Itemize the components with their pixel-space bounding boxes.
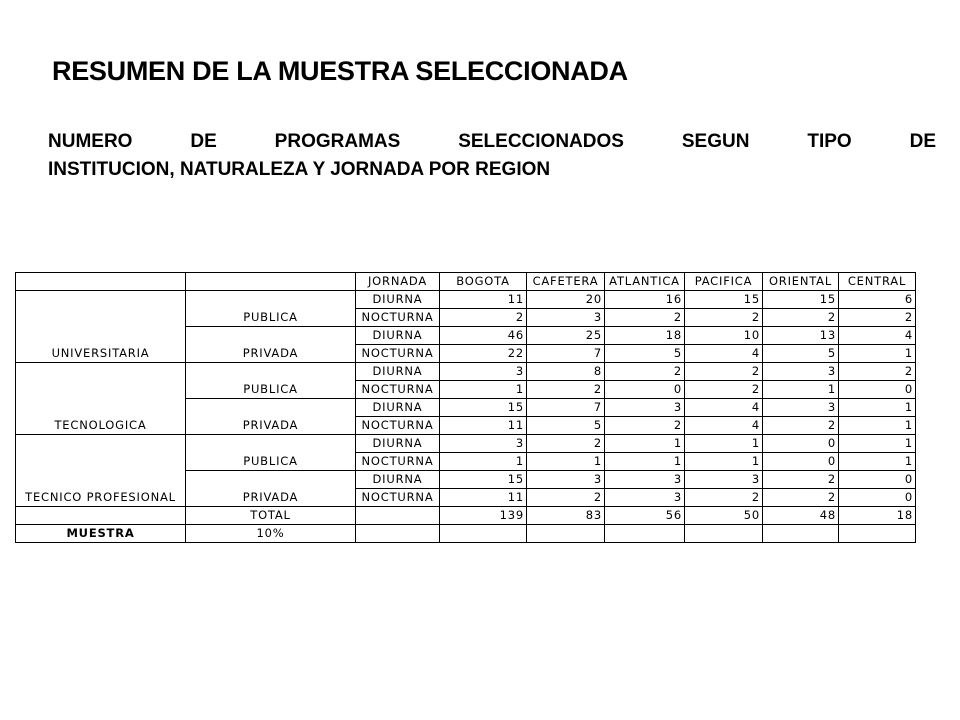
header-jornada: JORNADA <box>356 273 440 291</box>
subtitle-word: SEGUN <box>681 131 750 152</box>
jornada-cell: DIURNA <box>356 363 440 381</box>
value-cell: 7 <box>527 399 605 417</box>
value-cell: 1 <box>839 417 916 435</box>
total-label: TOTAL <box>186 507 356 525</box>
subtitle-line-1 <box>48 128 936 156</box>
value-cell: 7 <box>527 345 605 363</box>
value-cell: 10 <box>685 327 763 345</box>
value-cell: 22 <box>440 345 527 363</box>
value-cell: 1 <box>605 453 685 471</box>
value-cell: 2 <box>839 309 916 327</box>
empty-cell <box>16 507 186 525</box>
value-cell: 1 <box>839 453 916 471</box>
value-cell: 4 <box>839 327 916 345</box>
value-cell: 3 <box>527 471 605 489</box>
subtitle-word: DE <box>909 131 936 152</box>
value-cell: 1 <box>685 453 763 471</box>
header-region: BOGOTA <box>440 273 527 291</box>
institution-cell: TECNOLOGICA <box>16 363 186 435</box>
naturaleza-cell: PRIVADA <box>186 327 356 363</box>
table-row <box>16 291 916 309</box>
value-cell: 46 <box>440 327 527 345</box>
jornada-cell: NOCTURNA <box>356 453 440 471</box>
total-value: 56 <box>605 507 685 525</box>
header-region: CAFETERA <box>527 273 605 291</box>
muestra-value: 10% <box>186 525 356 543</box>
total-value: 50 <box>685 507 763 525</box>
naturaleza-cell: PRIVADA <box>186 471 356 507</box>
value-cell: 11 <box>440 417 527 435</box>
total-value: 18 <box>839 507 916 525</box>
header-region: ORIENTAL <box>763 273 839 291</box>
summary-table <box>15 272 916 543</box>
value-cell: 15 <box>440 471 527 489</box>
value-cell: 2 <box>763 309 839 327</box>
value-cell: 2 <box>763 489 839 507</box>
value-cell: 1 <box>440 381 527 399</box>
jornada-cell: NOCTURNA <box>356 417 440 435</box>
value-cell: 2 <box>527 381 605 399</box>
table-body <box>16 273 916 543</box>
value-cell: 2 <box>605 417 685 435</box>
jornada-cell: DIURNA <box>356 327 440 345</box>
naturaleza-cell: PUBLICA <box>186 435 356 471</box>
value-cell: 2 <box>605 309 685 327</box>
header-region: CENTRAL <box>839 273 916 291</box>
value-cell: 1 <box>527 453 605 471</box>
jornada-cell: DIURNA <box>356 291 440 309</box>
value-cell: 2 <box>763 471 839 489</box>
value-cell: 3 <box>527 309 605 327</box>
empty-cell <box>356 507 440 525</box>
value-cell: 1 <box>839 399 916 417</box>
naturaleza-cell: PUBLICA <box>186 363 356 399</box>
value-cell: 11 <box>440 291 527 309</box>
value-cell: 15 <box>763 291 839 309</box>
value-cell: 3 <box>605 471 685 489</box>
value-cell: 6 <box>839 291 916 309</box>
institution-cell: UNIVERSITARIA <box>16 291 186 363</box>
subtitle-word: SELECCIONADOS <box>458 131 624 152</box>
value-cell: 1 <box>839 435 916 453</box>
jornada-cell: DIURNA <box>356 471 440 489</box>
header-region: PACIFICA <box>685 273 763 291</box>
value-cell: 3 <box>440 435 527 453</box>
jornada-cell: NOCTURNA <box>356 489 440 507</box>
empty-cell <box>16 273 186 291</box>
value-cell: 25 <box>527 327 605 345</box>
value-cell: 2 <box>685 363 763 381</box>
empty-cell <box>440 525 527 543</box>
header-region: ATLANTICA <box>605 273 685 291</box>
value-cell: 2 <box>605 363 685 381</box>
value-cell: 4 <box>685 417 763 435</box>
value-cell: 2 <box>685 489 763 507</box>
value-cell: 1 <box>763 381 839 399</box>
subtitle-word: TIPO <box>807 131 852 152</box>
value-cell: 3 <box>605 489 685 507</box>
value-cell: 15 <box>685 291 763 309</box>
value-cell: 0 <box>839 381 916 399</box>
value-cell: 16 <box>605 291 685 309</box>
value-cell: 2 <box>685 381 763 399</box>
value-cell: 8 <box>527 363 605 381</box>
value-cell: 3 <box>763 363 839 381</box>
value-cell: 4 <box>685 345 763 363</box>
jornada-cell: NOCTURNA <box>356 309 440 327</box>
naturaleza-cell: PRIVADA <box>186 399 356 435</box>
muestra-label: MUESTRA <box>16 525 186 543</box>
empty-cell <box>685 525 763 543</box>
value-cell: 15 <box>440 399 527 417</box>
institution-cell: TECNICO PROFESIONAL <box>16 435 186 507</box>
table-row <box>16 363 916 381</box>
value-cell: 3 <box>763 399 839 417</box>
jornada-cell: NOCTURNA <box>356 345 440 363</box>
value-cell: 0 <box>763 435 839 453</box>
total-value: 139 <box>440 507 527 525</box>
table-row <box>16 507 916 525</box>
subtitle-line-2: INSTITUCION, NATURALEZA Y JORNADA POR REGION <box>48 159 551 180</box>
value-cell: 2 <box>685 309 763 327</box>
value-cell: 2 <box>527 435 605 453</box>
value-cell: 1 <box>440 453 527 471</box>
empty-cell <box>527 525 605 543</box>
page-title: RESUMEN DE LA MUESTRA SELECCIONADA <box>52 56 628 86</box>
value-cell: 4 <box>685 399 763 417</box>
value-cell: 1 <box>605 435 685 453</box>
empty-cell <box>356 525 440 543</box>
value-cell: 11 <box>440 489 527 507</box>
table-row <box>16 525 916 543</box>
value-cell: 2 <box>763 417 839 435</box>
value-cell: 2 <box>839 363 916 381</box>
value-cell: 5 <box>527 417 605 435</box>
table-row <box>16 435 916 453</box>
value-cell: 3 <box>605 399 685 417</box>
value-cell: 0 <box>839 489 916 507</box>
value-cell: 1 <box>685 435 763 453</box>
value-cell: 5 <box>605 345 685 363</box>
empty-cell <box>763 525 839 543</box>
empty-cell <box>605 525 685 543</box>
value-cell: 0 <box>763 453 839 471</box>
jornada-cell: DIURNA <box>356 399 440 417</box>
value-cell: 0 <box>839 471 916 489</box>
value-cell: 18 <box>605 327 685 345</box>
subtitle-word: DE <box>190 131 217 152</box>
value-cell: 3 <box>685 471 763 489</box>
value-cell: 20 <box>527 291 605 309</box>
empty-cell <box>186 273 356 291</box>
total-value: 83 <box>527 507 605 525</box>
empty-cell <box>839 525 916 543</box>
value-cell: 2 <box>527 489 605 507</box>
value-cell: 5 <box>763 345 839 363</box>
subtitle-word: NUMERO <box>48 131 133 152</box>
value-cell: 0 <box>605 381 685 399</box>
subtitle-word: PROGRAMAS <box>274 131 401 152</box>
value-cell: 2 <box>440 309 527 327</box>
naturaleza-cell: PUBLICA <box>186 291 356 327</box>
value-cell: 13 <box>763 327 839 345</box>
jornada-cell: NOCTURNA <box>356 381 440 399</box>
value-cell: 1 <box>839 345 916 363</box>
jornada-cell: DIURNA <box>356 435 440 453</box>
table-row <box>16 273 916 291</box>
subtitle <box>48 128 936 184</box>
total-value: 48 <box>763 507 839 525</box>
value-cell: 3 <box>440 363 527 381</box>
